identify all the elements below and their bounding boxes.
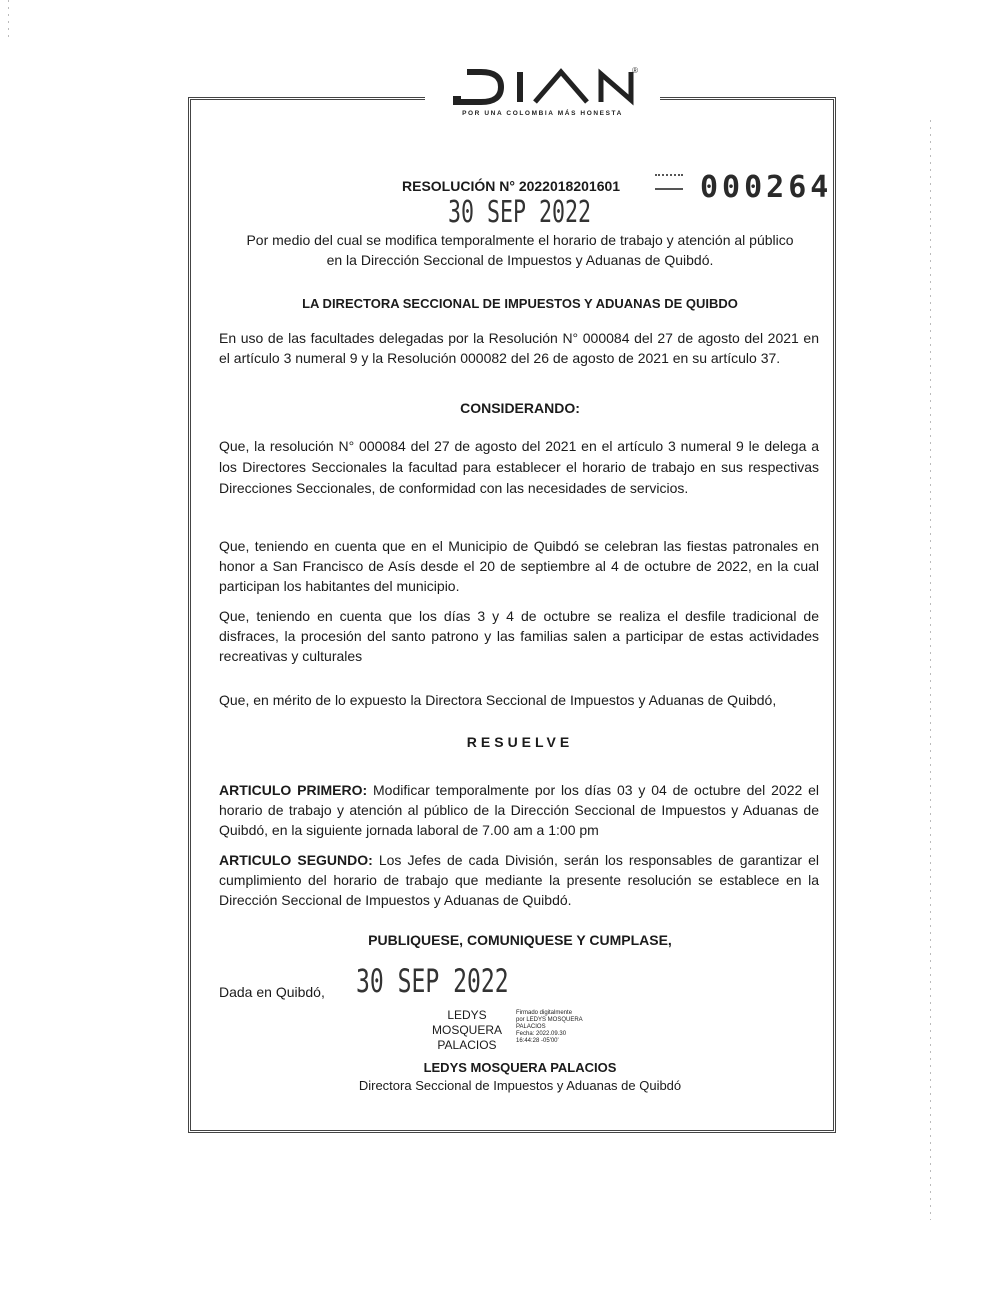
logo-tagline: POR UNA COLOMBIA MÁS HONESTA — [462, 110, 623, 117]
scan-artifact — [930, 120, 931, 1220]
closing-date-stamp: 30 SEP 2022 — [356, 962, 509, 1000]
signature-name-line: LEDYS — [447, 1008, 487, 1022]
signature-name-line: PALACIOS — [437, 1038, 497, 1052]
article-label: ARTICULO SEGUNDO: — [219, 852, 373, 868]
digital-signature-info — [516, 1010, 616, 1045]
stamp-mark — [655, 174, 683, 190]
subject-line-2: en la Dirección Seccional de Impuestos y Aduanas de Quibdó. — [326, 252, 714, 268]
resolution-subject — [200, 230, 840, 270]
signer-name: LEDYS MOSQUERA PALACIOS — [423, 1060, 617, 1075]
publish-line: PUBLIQUESE, COMUNIQUESE Y CUMPLASE, — [368, 932, 672, 948]
authority-intro: En uso de las facultades delegadas por la Resolución N° 000084 del 27 de agosto del 2021 en el artículo 3 numeral 9 y la Resolución 000082 del 26 de agosto de 2021 en su artículo 37. — [219, 330, 819, 366]
authority-heading: LA DIRECTORA SECCIONAL DE IMPUESTOS Y ADUANAS DE QUIBDO — [302, 296, 738, 311]
digital-signature-line: Fecha: 2022.09.30 — [516, 1031, 567, 1037]
considerando-paragraph: Que, teniendo en cuenta que los días 3 y 4 de octubre se realiza el desfile tradicional de disfraces, la procesión del santo patrono y las familias salen a participar de estas actividades recreativas y culturales — [219, 608, 819, 664]
considerando-heading: CONSIDERANDO: — [460, 400, 580, 416]
digital-signature-line: 16:44:28 -05'00' — [516, 1038, 559, 1044]
article-label: ARTICULO PRIMERO: — [219, 782, 368, 798]
digital-signature-line: PALACIOS — [516, 1024, 546, 1030]
subject-line-1: Por medio del cual se modifica temporalmente el horario de trabajo y atención al público — [246, 232, 794, 248]
article-text: Modificar temporalmente por los días 03 y 04 de octubre del 2022 el horario de trabajo y atención al público de la Dirección Seccional de Impuestos y Aduanas de Quibdó, en la siguiente jornada laboral de 7.00 am a 1:00 pm — [219, 782, 820, 838]
scan-artifact — [8, 0, 9, 40]
signer-title: Directora Seccional de Impuestos y Aduanas de Quibdó — [358, 1078, 682, 1093]
digital-signature-line: por LEDYS MOSQUERA — [516, 1017, 583, 1023]
dian-logo-icon — [443, 68, 643, 108]
registered-mark: ® — [632, 66, 638, 75]
dian-logo — [425, 64, 660, 128]
considerando-paragraph: Que, teniendo en cuenta que en el Municipio de Quibdó se celebran las fiestas patronales en honor a San Francisco de Asís desde el 20 de septiembre al 4 de octubre de 2022, en la cual participan los habitantes del municipio. — [219, 538, 819, 594]
resuelve-heading: RESUELVE — [466, 734, 574, 750]
signature-name-block — [430, 1008, 504, 1053]
considerando-paragraph: Que, en mérito de lo expuesto la Directora Seccional de Impuestos y Aduanas de Quibdó, — [219, 692, 777, 708]
digital-signature-line: Firmado digitalmente — [516, 1010, 573, 1016]
article-text: Los Jefes de cada División, serán los responsables de garantizar el cumplimiento del horario de trabajo que mediante la presente resolución se establece en la Dirección Seccional de Impuestos y Aduanas de Quibdó. — [219, 852, 819, 908]
considerando-paragraph: Que, la resolución N° 000084 del 27 de agosto del 2021 en el artículo 3 numeral 9 le delega a los Directores Seccionales la facultad para establecer el horario de trabajo en sus respectivas Direcciones Seccionales, de conformidad con las necesidades de servicios. — [219, 438, 819, 496]
resolution-stamp-number: 000264 — [700, 170, 833, 205]
resolution-date-stamp: 30 SEP 2022 — [448, 195, 592, 230]
article-primero — [219, 780, 819, 840]
given-in: Dada en Quibdó, — [219, 984, 325, 1000]
article-segundo — [219, 850, 819, 910]
signature-name-line: MOSQUERA — [431, 1023, 502, 1037]
resolution-title: RESOLUCIÓN N° 2022018201601 — [402, 178, 621, 194]
